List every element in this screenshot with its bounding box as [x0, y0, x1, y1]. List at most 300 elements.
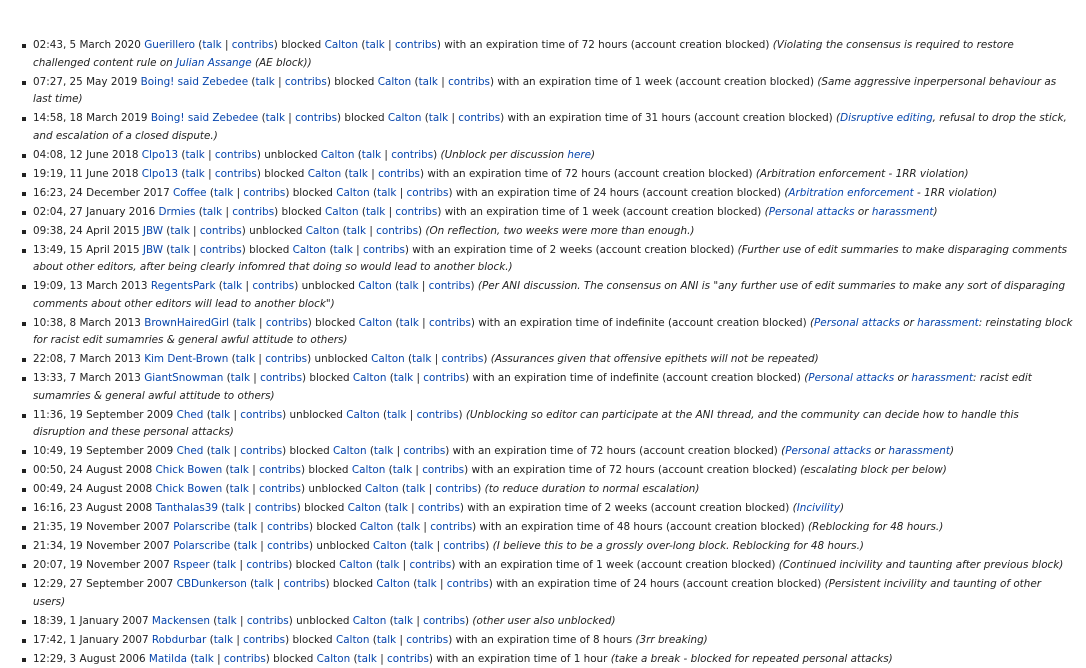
- target-talk-link[interactable]: talk: [389, 502, 408, 514]
- reason-text: (: [793, 502, 797, 514]
- admin-contribs-link[interactable]: contribs: [240, 409, 282, 421]
- link-separator: |: [408, 502, 418, 514]
- admin-talk-link[interactable]: talk: [211, 409, 230, 421]
- admin-user-link[interactable]: JBW: [143, 244, 163, 256]
- reason-text: (Reblocking for 48 hours.): [808, 521, 943, 533]
- admin-talk-link[interactable]: talk: [236, 353, 255, 365]
- expiry-duration: 2 weeks: [605, 502, 648, 514]
- target-user-link[interactable]: Calton: [325, 39, 359, 51]
- reason-link[interactable]: Personal attacks: [814, 317, 900, 329]
- expiry-prefix: with an expiration time of: [445, 206, 579, 218]
- admin-contribs-link[interactable]: contribs: [215, 149, 257, 161]
- expiry-prefix: with an expiration time of: [478, 317, 612, 329]
- expiry-prefix: with an expiration time of: [427, 168, 561, 180]
- target-contribs-link[interactable]: contribs: [458, 112, 500, 124]
- target-user-link[interactable]: Calton: [358, 280, 392, 292]
- target-contribs-link[interactable]: contribs: [403, 445, 445, 457]
- admin-contribs-link[interactable]: contribs: [243, 634, 285, 646]
- reason-text: (to reduce duration to normal escalation): [485, 483, 700, 495]
- log-entry: 16:16, 23 August 2008 Tanthalas39 (talk | contribs) blocked Calton (talk | contribs) with an expiration time of 2 weeks (account creation blocked) (Incivility): [21, 500, 1074, 518]
- log-entry: 12:29, 3 August 2006 Matilda (talk | contribs) blocked Calton (talk | contribs) with an expiration time of 1 hour (take a break - blocked for repeated personal attacks): [21, 651, 1074, 668]
- admin-contribs-link[interactable]: contribs: [259, 464, 301, 476]
- link-separator: |: [393, 445, 403, 457]
- target-talk-link[interactable]: talk: [349, 168, 368, 180]
- block-reason: [472, 615, 615, 627]
- admin-user-link[interactable]: Tanthalas39: [156, 502, 219, 514]
- target-talk-link[interactable]: talk: [429, 112, 448, 124]
- action-verb: blocked: [264, 168, 304, 180]
- link-separator: |: [222, 206, 232, 218]
- reason-text: (: [836, 112, 840, 124]
- reason-text: : reinstating block for racist edit sumamries & general awful attitude to others): [33, 317, 1073, 347]
- target-talk-link[interactable]: talk: [366, 206, 385, 218]
- reason-text: (3rr breaking): [635, 634, 707, 646]
- admin-user-link[interactable]: RegentsPark: [151, 280, 216, 292]
- target-contribs-link[interactable]: contribs: [395, 39, 437, 51]
- expiry-duration: 1 week: [582, 206, 619, 218]
- target-talk-link[interactable]: talk: [399, 280, 418, 292]
- admin-contribs-link[interactable]: contribs: [260, 372, 302, 384]
- admin-user-link[interactable]: Ched: [177, 409, 204, 421]
- target-contribs-link[interactable]: contribs: [418, 502, 460, 514]
- target-user-link[interactable]: Calton: [371, 353, 405, 365]
- target-user-link[interactable]: Calton: [336, 187, 370, 199]
- timestamp: 11:36, 19 September 2009: [33, 409, 173, 421]
- admin-talk-link[interactable]: talk: [170, 225, 189, 237]
- timestamp: 13:33, 7 March 2013: [33, 372, 141, 384]
- target-contribs-link[interactable]: contribs: [423, 372, 465, 384]
- timestamp: 17:42, 1 January 2007: [33, 634, 149, 646]
- block-reason: [765, 206, 938, 218]
- admin-talk-link[interactable]: talk: [203, 206, 222, 218]
- link-separator: |: [205, 149, 215, 161]
- link-separator: |: [448, 112, 458, 124]
- admin-talk-link[interactable]: talk: [217, 559, 236, 571]
- admin-talk-link[interactable]: talk: [214, 187, 233, 199]
- admin-talk-link[interactable]: talk: [185, 168, 204, 180]
- target-user-link[interactable]: Calton: [353, 615, 387, 627]
- timestamp: 21:34, 19 November 2007: [33, 540, 170, 552]
- target-contribs-link[interactable]: contribs: [429, 280, 471, 292]
- reason-text: ): [591, 149, 595, 161]
- reason-text: (: [781, 445, 785, 457]
- reason-text: : racist edit sumamries & general awful attitude to others): [33, 372, 1032, 402]
- target-contribs-link[interactable]: contribs: [448, 76, 490, 88]
- expiry-prefix: with an expiration time of: [467, 502, 601, 514]
- target-user-link[interactable]: Calton: [293, 244, 327, 256]
- reason-text: - 1RR violation): [914, 187, 997, 199]
- target-talk-link[interactable]: talk: [365, 39, 384, 51]
- expiry-prefix: with an expiration time of: [456, 187, 590, 199]
- admin-user-link[interactable]: Clpo13: [142, 149, 178, 161]
- admin-user-link[interactable]: Chick Bowen: [156, 483, 223, 495]
- timestamp: 19:19, 11 June 2018: [33, 168, 138, 180]
- link-separator: |: [245, 502, 255, 514]
- reason-link[interactable]: here: [567, 149, 591, 161]
- reason-text: (other user also unblocked): [472, 615, 615, 627]
- target-user-link[interactable]: Calton: [378, 76, 412, 88]
- admin-contribs-link[interactable]: contribs: [232, 39, 274, 51]
- target-user-link[interactable]: Calton: [373, 540, 407, 552]
- reason-link[interactable]: harassment: [911, 372, 973, 384]
- block-flags: (account creation blocked): [637, 559, 776, 571]
- reason-text: (Unblocking so editor can participate at the ANI thread, and the community can decide how to handle this disruption and these personal attacks): [33, 409, 1019, 439]
- target-contribs-link[interactable]: contribs: [406, 634, 448, 646]
- expiry-prefix: with an expiration time of: [459, 559, 593, 571]
- reason-text: (Same aggressive inperpersonal behaviour as last time): [33, 76, 1056, 106]
- target-talk-link[interactable]: talk: [393, 464, 412, 476]
- timestamp: 09:38, 24 April 2015: [33, 225, 140, 237]
- target-user-link[interactable]: Calton: [360, 521, 394, 533]
- action-verb: blocked: [309, 372, 349, 384]
- target-talk-link[interactable]: talk: [358, 653, 377, 665]
- reason-link[interactable]: Personal attacks: [785, 445, 871, 457]
- action-verb: unblocked: [264, 149, 317, 161]
- action-verb: unblocked: [314, 353, 367, 365]
- link-separator: |: [190, 244, 200, 256]
- reason-link[interactable]: Personal attacks: [769, 206, 855, 218]
- target-contribs-link[interactable]: contribs: [376, 225, 418, 237]
- admin-contribs-link[interactable]: contribs: [232, 206, 274, 218]
- log-entry: 17:42, 1 January 2007 Robdurbar (talk | contribs) blocked Calton (talk | contribs) with an expiration time of 8 hours (3rr breaking): [21, 632, 1074, 650]
- reason-link[interactable]: harassment: [917, 317, 979, 329]
- target-user-link[interactable]: Calton: [388, 112, 422, 124]
- expiry-prefix: with an expiration time of: [444, 39, 578, 51]
- action-verb: blocked: [292, 634, 332, 646]
- timestamp: 12:29, 27 September 2007: [33, 578, 173, 590]
- target-user-link[interactable]: Calton: [306, 225, 340, 237]
- admin-user-link[interactable]: CBDunkerson: [177, 578, 247, 590]
- admin-contribs-link[interactable]: contribs: [215, 168, 257, 180]
- admin-contribs-link[interactable]: contribs: [295, 112, 337, 124]
- log-entry: 11:36, 19 September 2009 Ched (talk | contribs) unblocked Calton (talk | contribs) (Unblocking so editor can participate at the ANI thread, and the community can decide how to handle this disruption and these personal attacks): [21, 407, 1074, 442]
- link-separator: |: [420, 521, 430, 533]
- block-flags: (account creation blocked): [658, 464, 797, 476]
- target-user-link[interactable]: Calton: [359, 317, 393, 329]
- target-user-link[interactable]: Calton: [333, 445, 367, 457]
- target-talk-link[interactable]: talk: [380, 559, 399, 571]
- target-contribs-link[interactable]: contribs: [422, 464, 464, 476]
- admin-user-link[interactable]: Boing! said Zebedee: [151, 112, 258, 124]
- expiry-duration: 1 hour: [574, 653, 608, 665]
- target-talk-link[interactable]: talk: [377, 634, 396, 646]
- admin-user-link[interactable]: Polarscribe: [173, 540, 230, 552]
- reason-text: (Continued incivility and taunting after previous block): [779, 559, 1064, 571]
- reason-text: (AE block)): [252, 57, 312, 69]
- link-separator: |: [412, 464, 422, 476]
- admin-talk-link[interactable]: talk: [185, 149, 204, 161]
- target-contribs-link[interactable]: contribs: [442, 353, 484, 365]
- admin-user-link[interactable]: Kim Dent-Brown: [144, 353, 228, 365]
- reason-text: (I believe this to be a grossly over-long block. Reblocking for 48 hours.): [493, 540, 864, 552]
- action-verb: blocked: [296, 559, 336, 571]
- link-separator: |: [438, 76, 448, 88]
- block-flags: (account creation blocked): [668, 317, 807, 329]
- action-verb: blocked: [304, 502, 344, 514]
- admin-contribs-link[interactable]: contribs: [224, 653, 266, 665]
- reason-text: (take a break - blocked for repeated personal attacks): [611, 653, 893, 665]
- action-verb: blocked: [333, 578, 373, 590]
- target-talk-link[interactable]: talk: [401, 521, 420, 533]
- link-separator: |: [377, 653, 387, 665]
- expiry-prefix: with an expiration time of: [453, 445, 587, 457]
- admin-user-link[interactable]: Chick Bowen: [156, 464, 223, 476]
- block-flags: (account creation blocked): [639, 445, 778, 457]
- reason-link[interactable]: harassment: [888, 445, 950, 457]
- target-user-link[interactable]: Calton: [352, 464, 386, 476]
- target-user-link[interactable]: Calton: [317, 653, 351, 665]
- admin-contribs-link[interactable]: contribs: [200, 225, 242, 237]
- admin-talk-link[interactable]: talk: [230, 483, 249, 495]
- reason-text: ): [840, 502, 844, 514]
- admin-contribs-link[interactable]: contribs: [243, 187, 285, 199]
- target-user-link[interactable]: Calton: [365, 483, 399, 495]
- admin-contribs-link[interactable]: contribs: [284, 578, 326, 590]
- block-reason: [491, 353, 819, 365]
- target-contribs-link[interactable]: contribs: [409, 559, 451, 571]
- target-contribs-link[interactable]: contribs: [429, 317, 471, 329]
- admin-talk-link[interactable]: talk: [223, 280, 242, 292]
- action-verb: blocked: [334, 76, 374, 88]
- admin-user-link[interactable]: Boing! said Zebedee: [141, 76, 248, 88]
- admin-talk-link[interactable]: talk: [225, 502, 244, 514]
- block-reason: [493, 540, 864, 552]
- target-contribs-link[interactable]: contribs: [407, 187, 449, 199]
- reason-link[interactable]: Incivility: [797, 502, 840, 514]
- target-talk-link[interactable]: talk: [419, 76, 438, 88]
- target-talk-link[interactable]: talk: [377, 187, 396, 199]
- action-verb: blocked: [273, 653, 313, 665]
- target-talk-link[interactable]: talk: [362, 149, 381, 161]
- admin-user-link[interactable]: Mackensen: [152, 615, 210, 627]
- expiry-duration: 72 hours: [565, 168, 611, 180]
- block-reason: [793, 502, 844, 514]
- log-entry: 21:34, 19 November 2007 Polarscribe (talk | contribs) unblocked Calton (talk | contribs) (I believe this to be a grossly over-long block. Reblocking for 48 hours.): [21, 538, 1074, 556]
- link-separator: |: [385, 39, 395, 51]
- expiry-duration: 24 hours: [633, 578, 679, 590]
- admin-contribs-link[interactable]: contribs: [252, 280, 294, 292]
- link-separator: |: [222, 39, 232, 51]
- block-reason: [635, 634, 707, 646]
- reason-text: (Assurances given that offensive epithets will not be repeated): [491, 353, 819, 365]
- target-talk-link[interactable]: talk: [417, 578, 436, 590]
- action-verb: unblocked: [316, 540, 369, 552]
- block-flags: (account creation blocked): [675, 76, 814, 88]
- link-separator: |: [237, 615, 247, 627]
- target-talk-link[interactable]: talk: [374, 445, 393, 457]
- admin-user-link[interactable]: Polarscribe: [173, 521, 230, 533]
- expiry-duration: 72 hours: [590, 445, 636, 457]
- action-verb: blocked: [290, 445, 330, 457]
- admin-user-link[interactable]: JBW: [143, 225, 163, 237]
- admin-user-link[interactable]: Matilda: [149, 653, 187, 665]
- block-flags: (account creation blocked): [596, 244, 735, 256]
- target-talk-link[interactable]: talk: [387, 409, 406, 421]
- admin-contribs-link[interactable]: contribs: [200, 244, 242, 256]
- admin-talk-link[interactable]: talk: [236, 317, 255, 329]
- reason-link[interactable]: Personal attacks: [808, 372, 894, 384]
- log-entry: 12:29, 27 September 2007 CBDunkerson (talk | contribs) blocked Calton (talk | contribs) with an expiration time of 24 hours (account creation blocked) (Persistent incivility and taunting of other users): [21, 576, 1074, 611]
- target-contribs-link[interactable]: contribs: [363, 244, 405, 256]
- target-user-link[interactable]: Calton: [321, 149, 355, 161]
- admin-talk-link[interactable]: talk: [211, 445, 230, 457]
- admin-talk-link[interactable]: talk: [238, 521, 257, 533]
- target-user-link[interactable]: Calton: [325, 206, 359, 218]
- admin-user-link[interactable]: Coffee: [173, 187, 207, 199]
- link-separator: |: [233, 187, 243, 199]
- target-talk-link[interactable]: talk: [400, 317, 419, 329]
- timestamp: 02:43, 5 March 2020: [33, 39, 141, 51]
- block-reason: [781, 445, 954, 457]
- block-reason: [485, 483, 700, 495]
- reason-text: (On reflection, two weeks were more than enough.): [425, 225, 694, 237]
- log-entry: 09:38, 24 April 2015 JBW (talk | contribs) unblocked Calton (talk | contribs) (On reflection, two weeks were more than enough.): [21, 223, 1074, 241]
- admin-contribs-link[interactable]: contribs: [267, 540, 309, 552]
- timestamp: 13:49, 15 April 2015: [33, 244, 140, 256]
- timestamp: 18:39, 1 January 2007: [33, 615, 149, 627]
- admin-talk-link[interactable]: talk: [238, 540, 257, 552]
- action-verb: blocked: [293, 187, 333, 199]
- admin-contribs-link[interactable]: contribs: [240, 445, 282, 457]
- timestamp: 22:08, 7 March 2013: [33, 353, 141, 365]
- admin-talk-link[interactable]: talk: [254, 578, 273, 590]
- reason-link[interactable]: Disruptive editing: [840, 112, 933, 124]
- timestamp: 07:27, 25 May 2019: [33, 76, 137, 88]
- target-user-link[interactable]: Calton: [339, 559, 373, 571]
- admin-contribs-link[interactable]: contribs: [285, 76, 327, 88]
- reason-link[interactable]: Arbitration enforcement: [788, 187, 913, 199]
- reason-text: (Violating the consensus is required to restore challenged content rule on: [33, 39, 1014, 69]
- log-entry: 00:50, 24 August 2008 Chick Bowen (talk | contribs) blocked Calton (talk | contribs) with an expiration time of 72 hours (account creation blocked) (escalating block per below): [21, 462, 1074, 480]
- action-verb: unblocked: [302, 280, 355, 292]
- expiry-duration: indefinite: [610, 372, 659, 384]
- link-separator: |: [368, 168, 378, 180]
- target-user-link[interactable]: Calton: [353, 372, 387, 384]
- link-separator: |: [250, 372, 260, 384]
- target-user-link[interactable]: Calton: [346, 409, 380, 421]
- action-verb: blocked: [282, 206, 322, 218]
- link-separator: |: [431, 353, 441, 365]
- target-contribs-link[interactable]: contribs: [423, 615, 465, 627]
- target-contribs-link[interactable]: contribs: [387, 653, 429, 665]
- log-entry: 14:58, 18 March 2019 Boing! said Zebedee (talk | contribs) blocked Calton (talk | contribs) with an expiration time of 31 hours (account creation blocked) (Disruptive editing, refusal to drop the stick, and escalation of a closed dispute.): [21, 110, 1074, 145]
- target-talk-link[interactable]: talk: [394, 615, 413, 627]
- target-contribs-link[interactable]: contribs: [378, 168, 420, 180]
- admin-talk-link[interactable]: talk: [266, 112, 285, 124]
- expiry-duration: 2 weeks: [550, 244, 593, 256]
- block-flags: (account creation blocked): [623, 206, 762, 218]
- admin-user-link[interactable]: Robdurbar: [152, 634, 206, 646]
- target-talk-link[interactable]: talk: [406, 483, 425, 495]
- admin-contribs-link[interactable]: contribs: [246, 559, 288, 571]
- admin-talk-link[interactable]: talk: [217, 615, 236, 627]
- link-separator: |: [275, 76, 285, 88]
- target-contribs-link[interactable]: contribs: [395, 206, 437, 218]
- link-separator: |: [413, 615, 423, 627]
- log-entry: 10:49, 19 September 2009 Ched (talk | contribs) blocked Calton (talk | contribs) with an expiration time of 72 hours (account creation blocked) (Personal attacks or harassment): [21, 443, 1074, 461]
- link-separator: |: [419, 317, 429, 329]
- block-reason: [800, 464, 947, 476]
- admin-user-link[interactable]: Drmies: [159, 206, 196, 218]
- link-separator: |: [381, 149, 391, 161]
- admin-talk-link[interactable]: talk: [230, 464, 249, 476]
- expiry-prefix: with an expiration time of: [436, 653, 570, 665]
- block-flags: (account creation blocked): [662, 372, 801, 384]
- target-user-link[interactable]: Calton: [308, 168, 342, 180]
- admin-user-link[interactable]: GiantSnowman: [144, 372, 223, 384]
- timestamp: 21:35, 19 November 2007: [33, 521, 170, 533]
- target-contribs-link[interactable]: contribs: [417, 409, 459, 421]
- reason-text: or: [894, 372, 911, 384]
- reason-text: (Per ANI discussion. The consensus on ANI is "any further use of edit summaries to make any sort of disparaging comments about other editors will lead to another block"): [33, 280, 1065, 310]
- admin-contribs-link[interactable]: contribs: [265, 353, 307, 365]
- target-user-link[interactable]: Calton: [348, 502, 382, 514]
- admin-user-link[interactable]: Rspeer: [173, 559, 209, 571]
- timestamp: 20:07, 19 November 2007: [33, 559, 170, 571]
- reason-text: (Further use of edit summaries to make disparaging comments about other editors, after being clearly infomred that doing so would lead to another block.): [33, 244, 1067, 274]
- target-contribs-link[interactable]: contribs: [391, 149, 433, 161]
- admin-contribs-link[interactable]: contribs: [266, 317, 308, 329]
- target-talk-link[interactable]: talk: [394, 372, 413, 384]
- target-contribs-link[interactable]: contribs: [443, 540, 485, 552]
- admin-user-link[interactable]: Guerillero: [144, 39, 195, 51]
- target-contribs-link[interactable]: contribs: [447, 578, 489, 590]
- block-reason: [779, 559, 1064, 571]
- target-contribs-link[interactable]: contribs: [435, 483, 477, 495]
- reason-link[interactable]: Julian Assange: [176, 57, 252, 69]
- admin-contribs-link[interactable]: contribs: [247, 615, 289, 627]
- block-flags: (account creation blocked): [666, 521, 805, 533]
- target-contribs-link[interactable]: contribs: [430, 521, 472, 533]
- block-flags: (account creation blocked): [642, 187, 781, 199]
- link-separator: |: [257, 521, 267, 533]
- link-separator: |: [425, 483, 435, 495]
- admin-talk-link[interactable]: talk: [170, 244, 189, 256]
- block-reason: [784, 187, 997, 199]
- action-verb: unblocked: [308, 483, 361, 495]
- target-user-link[interactable]: Calton: [376, 578, 410, 590]
- admin-user-link[interactable]: Clpo13: [142, 168, 178, 180]
- target-talk-link[interactable]: talk: [412, 353, 431, 365]
- admin-user-link[interactable]: BrownHairedGirl: [144, 317, 229, 329]
- target-talk-link[interactable]: talk: [347, 225, 366, 237]
- admin-user-link[interactable]: Ched: [177, 445, 204, 457]
- log-entry: 21:35, 19 November 2007 Polarscribe (talk | contribs) blocked Calton (talk | contribs) with an expiration time of 48 hours (account creation blocked) (Reblocking for 48 hours.): [21, 519, 1074, 537]
- timestamp: 14:58, 18 March 2019: [33, 112, 148, 124]
- block-reason: [441, 149, 596, 161]
- log-entry: 04:08, 12 June 2018 Clpo13 (talk | contribs) unblocked Calton (talk | contribs) (Unblock per discussion here): [21, 147, 1074, 165]
- target-user-link[interactable]: Calton: [336, 634, 370, 646]
- action-verb: blocked: [344, 112, 384, 124]
- admin-talk-link[interactable]: talk: [202, 39, 221, 51]
- target-talk-link[interactable]: talk: [334, 244, 353, 256]
- block-flags: (account creation blocked): [683, 578, 822, 590]
- link-separator: |: [249, 483, 259, 495]
- reason-link[interactable]: harassment: [872, 206, 934, 218]
- admin-contribs-link[interactable]: contribs: [267, 521, 309, 533]
- link-separator: |: [233, 634, 243, 646]
- reason-text: (Arbitration enforcement - 1RR violation): [756, 168, 969, 180]
- admin-talk-link[interactable]: talk: [214, 634, 233, 646]
- admin-talk-link[interactable]: talk: [255, 76, 274, 88]
- admin-talk-link[interactable]: talk: [231, 372, 250, 384]
- action-verb: blocked: [308, 464, 348, 476]
- log-entry: 13:49, 15 April 2015 JBW (talk | contribs) blocked Calton (talk | contribs) with an expiration time of 2 weeks (account creation blocked) (Further use of edit summaries to make disparaging comments about other editors, after being clearly infomred that doing so would lead to another block.): [21, 242, 1074, 277]
- admin-contribs-link[interactable]: contribs: [255, 502, 297, 514]
- admin-contribs-link[interactable]: contribs: [259, 483, 301, 495]
- admin-talk-link[interactable]: talk: [194, 653, 213, 665]
- target-talk-link[interactable]: talk: [414, 540, 433, 552]
